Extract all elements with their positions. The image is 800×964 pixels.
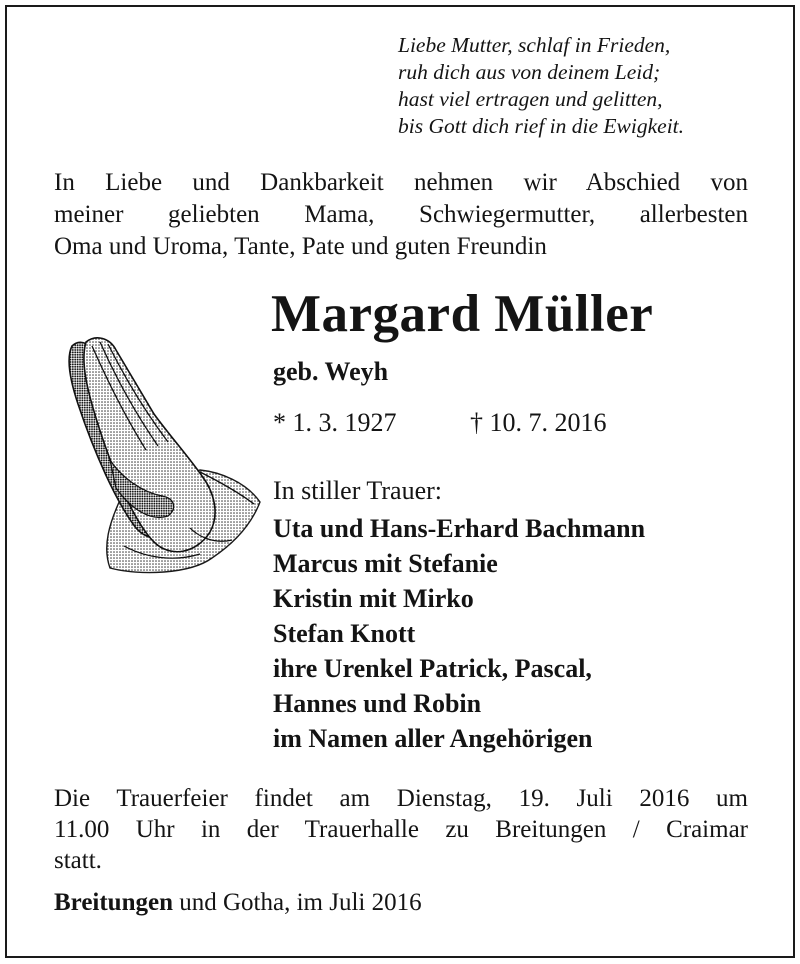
poem-line: Liebe Mutter, schlaf in Frieden, [398, 33, 671, 57]
praying-hands-icon [50, 332, 262, 577]
signoff-place: Breitungen [54, 889, 173, 916]
mourner-name: im Namen aller Angehörigen [273, 724, 593, 753]
intro-line: meiner geliebten Mama, Schwiegermutter, allerbesten [54, 201, 748, 228]
poem-line: bis Gott dich rief in die Ewigkeit. [398, 114, 685, 138]
mourners-list [273, 511, 645, 756]
funeral-line: Die Trauerfeier findet am Dienstag, 19. Juli 2016 um [54, 785, 748, 812]
intro-line: Oma und Uroma, Tante, Pate und guten Freundin [54, 233, 547, 260]
life-dates [273, 406, 607, 440]
funeral-info [54, 783, 748, 876]
poem-line: hast viel ertragen und gelitten, [398, 87, 663, 111]
funeral-line: 11.00 Uhr in der Trauerhalle zu Breitungen / Craimar [54, 816, 748, 843]
mourner-name: Hannes und Robin [273, 689, 482, 718]
intro-text [54, 167, 748, 263]
mourner-name: Stefan Knott [273, 619, 416, 648]
signoff [54, 887, 422, 919]
mourners-label: In stiller Trauer: [273, 476, 442, 505]
mourner-name: ihre Urenkel Patrick, Pascal, [273, 654, 592, 683]
mourner-name: Marcus mit Stefanie [273, 549, 498, 578]
birth-date: * 1. 3. 1927 [273, 408, 397, 437]
intro-line: In Liebe und Dankbarkeit nehmen wir Abschied von [54, 169, 748, 196]
death-date: † 10. 7. 2016 [470, 408, 607, 437]
mourner-name: Kristin mit Mirko [273, 584, 474, 613]
mourner-name: Uta und Hans-Erhard Bachmann [273, 514, 646, 543]
poem [398, 32, 778, 140]
signoff-rest: und Gotha, im Juli 2016 [173, 889, 422, 916]
deceased-name: Margard Müller [271, 285, 654, 343]
poem-line: ruh dich aus von deinem Leid; [398, 60, 661, 84]
funeral-line: statt. [54, 847, 102, 874]
maiden-name: geb. Weyh [273, 357, 389, 386]
